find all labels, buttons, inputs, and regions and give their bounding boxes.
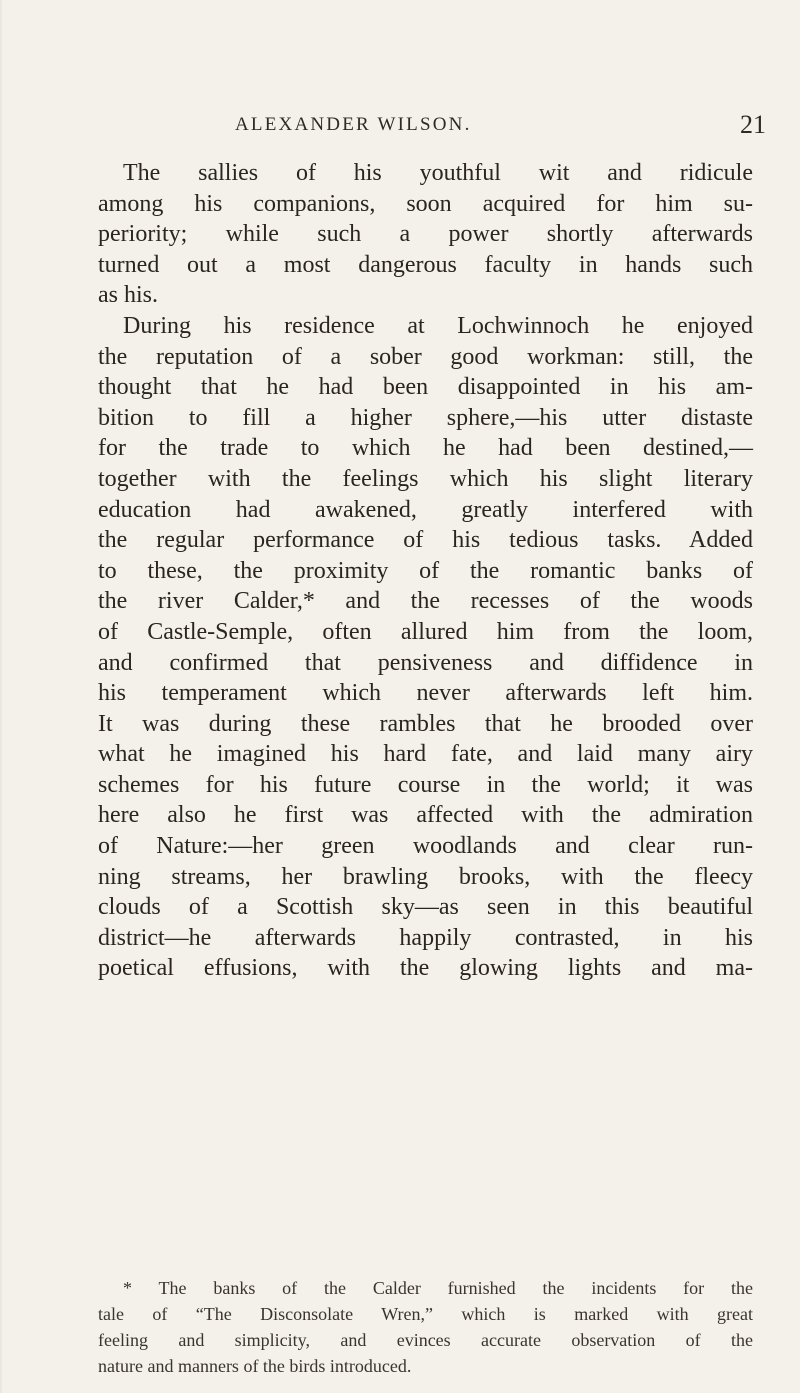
text-line: poetical effusions, with the glowing lights and ma-	[98, 955, 753, 982]
text-line: ning streams, her brawling brooks, with the fleecy	[98, 863, 753, 890]
footnote-line: tale of “The Disconsolate Wren,” which is marked with great	[98, 1304, 753, 1324]
text-line: turned out a most dangerous faculty in hands such	[98, 251, 753, 278]
text-line: together with the feelings which his slight literary	[98, 465, 753, 492]
text-line: thought that he had been disappointed in his am-	[98, 374, 753, 401]
text-line: what he imagined his hard fate, and laid many airy	[98, 741, 753, 768]
text-line: the regular performance of his tedious tasks. Added	[98, 527, 753, 554]
text-line: of Nature:—her green woodlands and clear run-	[98, 833, 753, 860]
text-line: periority; while such a power shortly afterwards	[98, 221, 753, 248]
text-line: schemes for his future course in the world; it was	[98, 771, 753, 798]
text-line: district—he afterwards happily contrasted, in his	[98, 924, 753, 951]
text-line: During his residence at Lochwinnoch he enjoyed	[123, 312, 753, 339]
text-line: the reputation of a sober good workman: still, the	[98, 343, 753, 370]
footnote-line: feeling and simplicity, and evinces accurate observation of the	[98, 1330, 753, 1350]
text-line: among his companions, soon acquired for him su-	[98, 190, 753, 217]
text-line: his temperament which never afterwards left him.	[98, 680, 753, 707]
text-line: here also he first was affected with the admiration	[98, 802, 753, 829]
text-line: the river Calder,* and the recesses of the woods	[98, 588, 753, 615]
body-text	[98, 158, 753, 984]
text-line: and confirmed that pensiveness and diffidence in	[98, 649, 753, 676]
page-header	[0, 110, 800, 144]
text-line: to these, the proximity of the romantic banks of	[98, 557, 753, 584]
text-line: for the trade to which he had been destined,—	[98, 435, 753, 462]
text-line: education had awakened, greatly interfered with	[98, 496, 753, 523]
text-line: The sallies of his youthful wit and ridicule	[123, 160, 753, 186]
text-line: clouds of a Scottish sky—as seen in this beautiful	[98, 894, 753, 921]
page-number: 21	[740, 110, 766, 139]
text-line: as his.	[98, 282, 158, 309]
text-line: bition to fill a higher sphere,—his utter distaste	[98, 404, 753, 431]
footnote	[98, 1275, 753, 1379]
footnote-line: nature and manners of the birds introduced.	[98, 1356, 412, 1376]
running-head: ALEXANDER WILSON.	[235, 114, 472, 135]
footnote-line: * The banks of the Calder furnished the incidents for the	[123, 1278, 753, 1298]
text-line: It was during these rambles that he brooded over	[98, 710, 753, 737]
page-edge	[0, 0, 3, 1393]
text-line: of Castle-Semple, often allured him from the loom,	[98, 618, 753, 645]
